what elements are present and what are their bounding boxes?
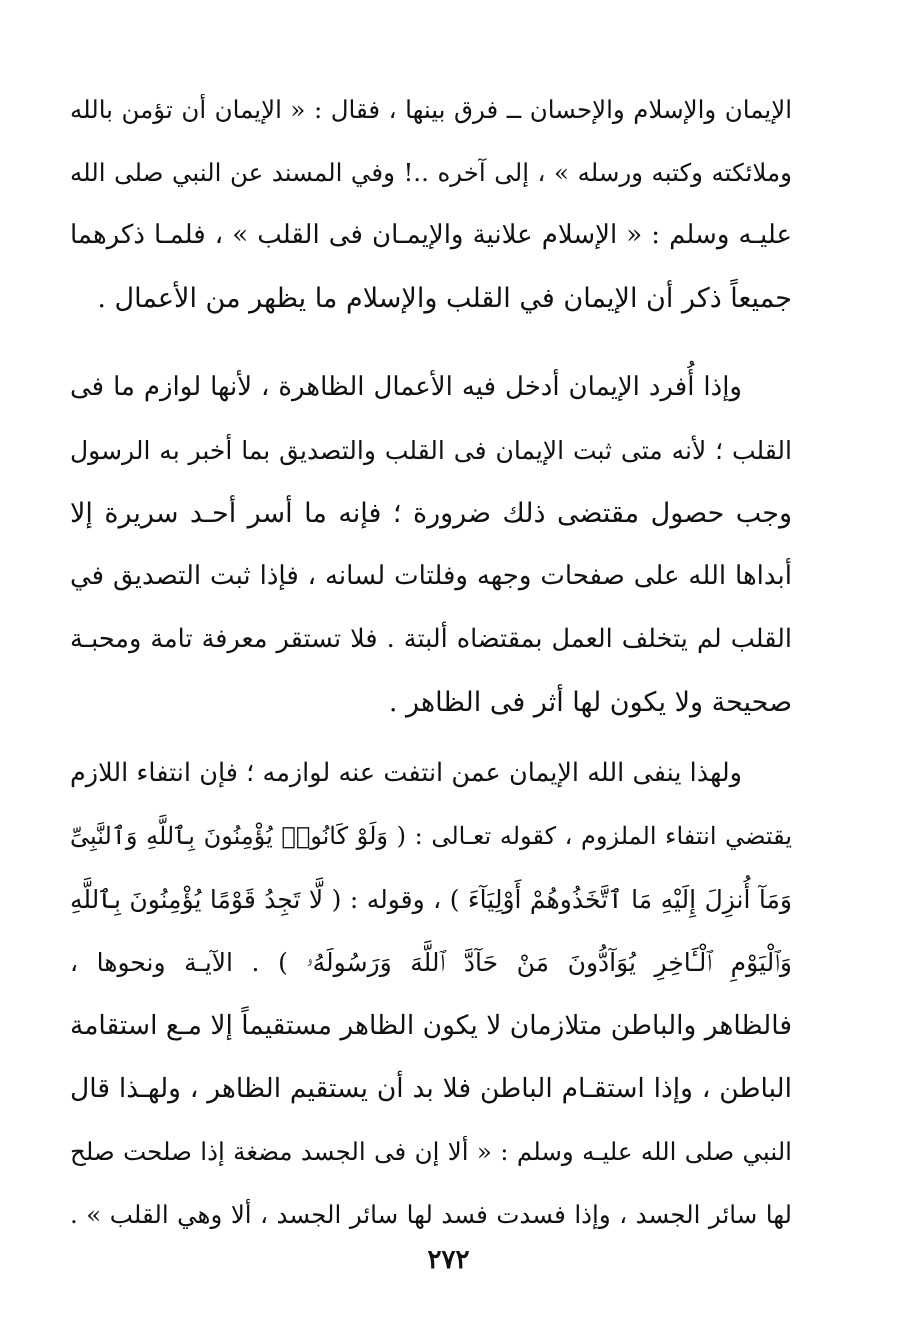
text-line: النبي صلى الله عليـه وسلم : « ألا إن فى الجسد مضغة إذا صلحت صلح [70, 1137, 792, 1166]
text-line: أبداها الله على صفحات وجهه وفلتات لسانه ، فإذا ثبت التصديق في [70, 561, 792, 591]
text-line: وجب حصول مقتضى ذلك ضرورة ؛ فإنه ما أسر أحـد سريرة إلا [70, 498, 792, 529]
text-line: ولهذا ينفى الله الإيمان عمن انتفت عنه لوازمه ؛ فإن انتفاء اللازم [70, 758, 742, 788]
text-line-with-verse: يقتضي انتفاء الملزوم ، كقوله تعـالى : ( وَلَوْ كَانُوا۟ يُؤْمِنُونَ بِٱللَّهِ وَٱلنَّبِىِّ [70, 822, 792, 850]
text-line-with-verse: وَٱلْيَوْمِ ٱلْـَٔاخِرِ يُوَآدُّونَ مَنْ حَآدَّ ٱللَّهَ وَرَسُولَهُۥ ) . الآيـة ونحوها ، [70, 948, 792, 977]
text-line: وملائكته وكتبه ورسله » ، إلى آخره ..! وفي المسند عن النبي صلى الله [70, 158, 792, 187]
text-line-with-verse: وَمَآ أُنزِلَ إِلَيْهِ مَا ٱتَّخَذُوهُمْ أَوْلِيَآءَ ) ، وقوله : ( لَّا تَجِدُ قَوْمًا يُؤْمِنُونَ بِٱللَّهِ [70, 885, 792, 914]
text-line: الباطن ، وإذا استقـام الباطن فلا بد أن يستقيم الظاهر ، ولهـذا قال [70, 1073, 792, 1104]
text-line: جميعاً ذكر أن الإيمان في القلب والإسلام ما يظهر من الأعمال . [97, 283, 792, 314]
page-number: ٢٧٢ [427, 1245, 470, 1275]
text-line: لها سائر الجسد ، وإذا فسدت فسد لها سائر الجسد ، ألا وهي القلب » . [70, 1200, 792, 1229]
text-line: القلب ؛ لأنه متى ثبت الإيمان فى القلب والتصديق بما أخبر به الرسول [70, 436, 792, 465]
paragraph-3 [70, 742, 792, 1246]
paragraph-2 [70, 356, 792, 734]
text-line: صحيحة ولا يكون لها أثر فى الظاهر . [388, 687, 792, 718]
text-line: الإيمان والإسلام والإحسان ــ فرق بينها ، فقال : « الإيمان أن تؤمن بالله [70, 95, 792, 124]
text-line: القلب لم يتخلف العمل بمقتضاه ألبتة . فلا تستقر معرفة تامة ومحبـة [70, 624, 792, 654]
text-line: وإذا أُفرد الإيمان أدخل فيه الأعمال الظاهرة ، لأنها لوازم ما فى [70, 372, 742, 402]
text-line: عليـه وسلم : « الإسلام علانية والإيمـان فى القلب » ، فلمـا ذكرهما [70, 220, 792, 250]
text-line: فالظاهر والباطن متلازمان لا يكون الظاهر مستقيماً إلا مـع استقامة [70, 1010, 792, 1041]
paragraph-1 [70, 78, 792, 330]
